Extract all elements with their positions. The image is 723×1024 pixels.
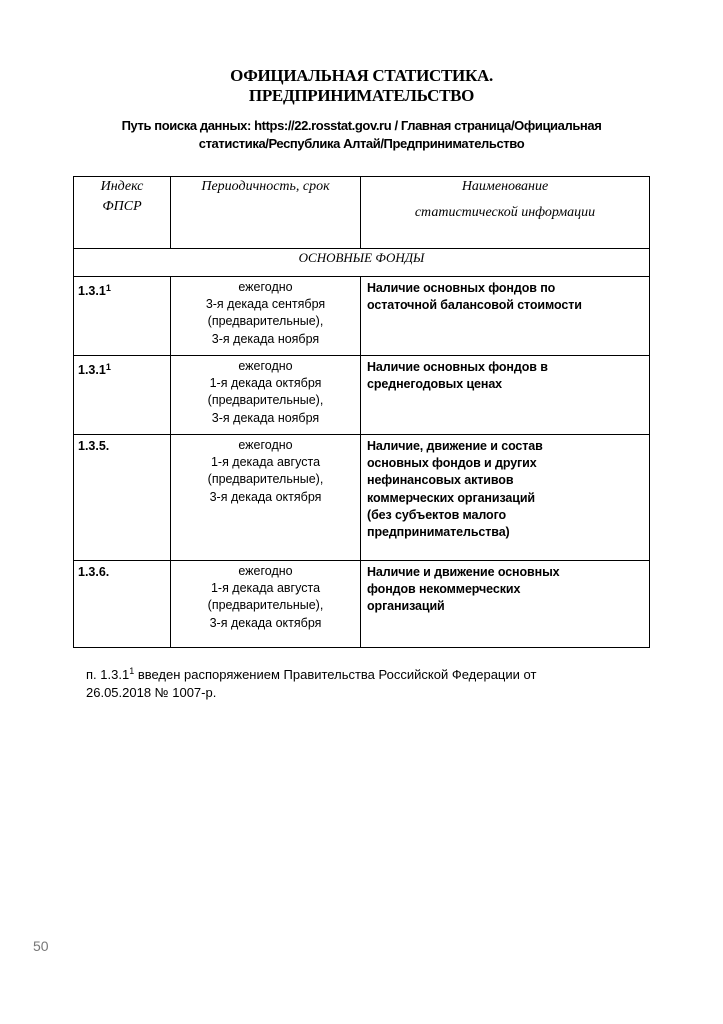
row-name (361, 277, 650, 356)
table-row (74, 435, 650, 561)
footnote-line2: 26.05.2018 № 1007-р. (86, 685, 217, 700)
header-index-line2: ФПСР (102, 199, 142, 214)
page-title-line2: ПРЕДПРИНИМАТЕЛЬСТВО (248, 86, 475, 105)
page-title-line1: ОФИЦИАЛЬНАЯ СТАТИСТИКА. (230, 66, 493, 85)
period-line: 3-я декада сентября (205, 297, 326, 312)
table-header-row (74, 177, 650, 249)
page-title (0, 66, 723, 106)
row-index (74, 435, 171, 561)
footnote-superscript: 1 (129, 666, 135, 676)
row-name (361, 435, 650, 561)
row-index-superscript: 1 (105, 362, 111, 372)
row-period (171, 356, 361, 435)
table-row (74, 277, 650, 356)
header-name-line1: Наименование (461, 179, 549, 194)
row-index-value: 1.3.1 (78, 363, 106, 377)
section-row (74, 249, 650, 277)
row-name (361, 356, 650, 435)
name-line: нефинансовых активов (367, 473, 514, 488)
period-line: 3-я декада октября (209, 615, 322, 630)
header-name (361, 177, 650, 249)
table-row (74, 561, 650, 648)
period-line: 1-я декада августа (210, 455, 321, 470)
data-search-path (60, 117, 663, 153)
period-line: ежегодно (238, 359, 293, 373)
name-line: Наличие, движение и состав (367, 439, 543, 453)
row-index-value: 1.3.6. (78, 565, 110, 579)
statistics-table (73, 176, 650, 648)
footnote (86, 662, 646, 702)
period-line: (предварительные), (207, 472, 324, 487)
row-period (171, 277, 361, 356)
period-line: ежегодно (238, 564, 293, 578)
header-name-line2: статистической информации (414, 205, 596, 220)
row-index (74, 356, 171, 435)
name-line: предпринимательства) (367, 525, 510, 540)
period-line: (предварительные), (207, 393, 324, 408)
period-line: 1-я декада октября (209, 376, 322, 391)
row-period (171, 561, 361, 648)
row-index-value: 1.3.5. (78, 439, 110, 453)
row-period (171, 435, 361, 561)
name-line: (без субъектов малого (367, 507, 507, 522)
name-line: Наличие основных фондов по (367, 281, 556, 295)
data-search-path-line1: Путь поиска данных: https://22.rosstat.gov.ru / Главная страница/Официальная (121, 118, 602, 133)
name-line: среднегодовых ценах (367, 377, 503, 392)
row-index (74, 561, 171, 648)
period-line: 3-я декада ноября (211, 410, 320, 425)
table-row (74, 356, 650, 435)
header-periodicity: Периодичность, срок (171, 177, 361, 249)
name-line: Наличие основных фондов в (367, 360, 548, 374)
period-line: 3-я декада октября (209, 489, 322, 504)
header-index-line1: Индекс (100, 179, 144, 194)
name-line: коммерческих организаций (367, 490, 536, 505)
period-line: ежегодно (238, 280, 293, 294)
row-index-superscript: 1 (105, 283, 111, 293)
period-line: 3-я декада ноября (211, 331, 320, 346)
period-line: ежегодно (238, 438, 293, 452)
name-line: организаций (367, 599, 445, 614)
period-line: (предварительные), (207, 314, 324, 329)
row-index-value: 1.3.1 (78, 284, 106, 298)
page-number: 50 (33, 938, 49, 954)
header-index (74, 177, 171, 249)
section-title: ОСНОВНЫЕ ФОНДЫ (74, 249, 650, 277)
row-index (74, 277, 171, 356)
footnote-text: введен распоряжением Правительства Российской Федерации от (134, 667, 537, 682)
name-line: Наличие и движение основных (367, 565, 560, 579)
footnote-line1 (86, 662, 646, 684)
name-line: остаточной балансовой стоимости (367, 298, 582, 313)
name-line: фондов некоммерческих (367, 582, 521, 597)
period-line: (предварительные), (207, 598, 324, 613)
period-line: 1-я декада августа (210, 581, 321, 596)
row-name (361, 561, 650, 648)
footnote-prefix: п. 1.3.1 (86, 667, 130, 682)
data-search-path-line2: статистика/Республика Алтай/Предпринимательство (198, 136, 525, 151)
name-line: основных фондов и других (367, 456, 537, 471)
